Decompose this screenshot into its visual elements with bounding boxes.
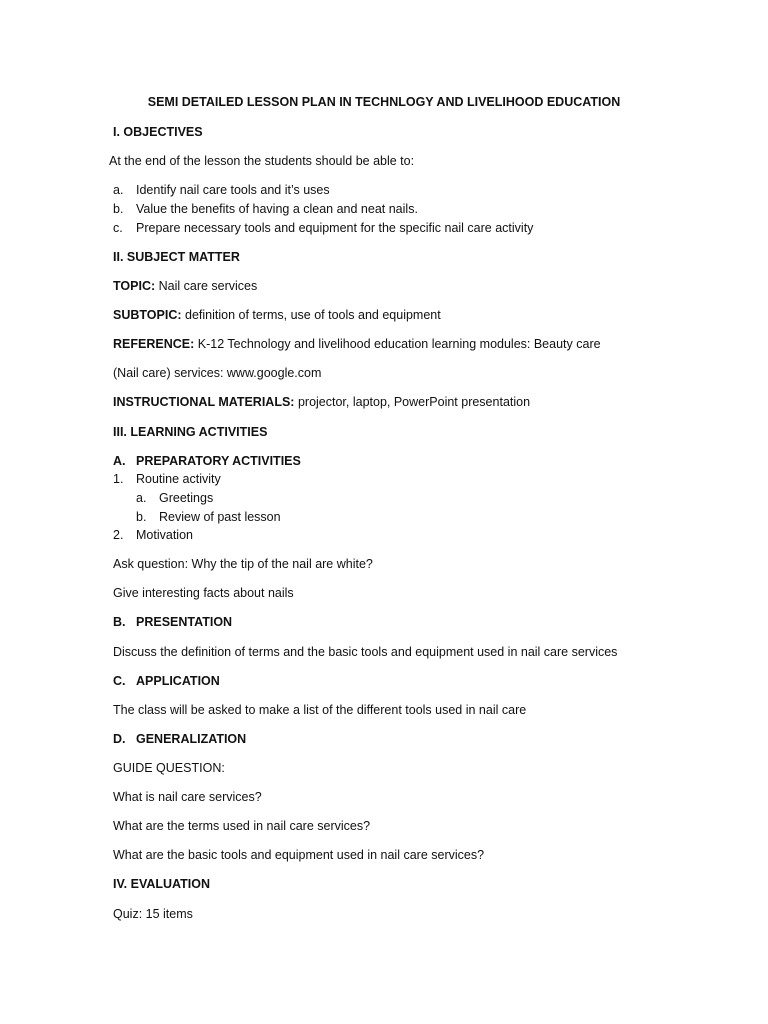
objective-item: Identify nail care tools and it’s uses: [136, 183, 330, 197]
reference-value: K-12 Technology and livelihood education learning modules: Beauty care: [194, 337, 601, 351]
topic-value: Nail care services: [155, 279, 258, 293]
evaluation-heading: IV. EVALUATION: [113, 877, 211, 891]
objectives-heading: I. OBJECTIVES: [113, 125, 203, 139]
step-item: Greetings: [159, 491, 214, 505]
presentation-text: Discuss the definition of terms and the basic tools and equipment used in nail care services: [113, 645, 618, 659]
objective-item: Value the benefits of having a clean and neat nails.: [136, 202, 418, 216]
objective-marker: a.: [113, 183, 124, 197]
step-marker: 2.: [113, 528, 124, 542]
ask-question-value: Why the tip of the nail are white?: [188, 557, 373, 571]
subtopic-label: SUBTOPIC:: [113, 308, 182, 322]
generalization-heading: GENERALIZATION: [136, 732, 247, 746]
objective-marker: c.: [113, 221, 123, 235]
guide-question: What are the basic tools and equipment used in nail care services?: [113, 848, 485, 862]
section-marker: C.: [113, 674, 126, 688]
reference-line: [113, 336, 601, 352]
step-item: Routine activity: [136, 472, 221, 486]
document-title: SEMI DETAILED LESSON PLAN IN TECHNLOGY AND LIVELIHOOD EDUCATION: [147, 95, 621, 109]
learning-activities-heading: III. LEARNING ACTIVITIES: [113, 425, 268, 439]
ask-question-line: [113, 556, 373, 572]
section-marker: D.: [113, 732, 126, 746]
quiz-line: Quiz: 15 items: [113, 907, 193, 921]
reference-label: REFERENCE:: [113, 337, 195, 351]
preparatory-heading: PREPARATORY ACTIVITIES: [136, 454, 301, 468]
topic-line: [113, 278, 257, 294]
objectives-intro: At the end of the lesson the students should be able to:: [109, 154, 415, 168]
materials-label: INSTRUCTIONAL MATERIALS:: [113, 395, 295, 409]
step-marker: 1.: [113, 472, 124, 486]
step-marker: a.: [136, 491, 147, 505]
subject-matter-heading: II. SUBJECT MATTER: [113, 250, 240, 264]
materials-value: projector, laptop, PowerPoint presentation: [294, 395, 531, 409]
subtopic-line: [113, 307, 441, 323]
step-item: Review of past lesson: [159, 510, 281, 524]
application-heading: APPLICATION: [136, 674, 220, 688]
reference-continuation: (Nail care) services: www.google.com: [113, 366, 322, 380]
ask-question-label: Ask question:: [113, 557, 189, 571]
guide-question: What are the terms used in nail care services?: [113, 819, 371, 833]
topic-label: TOPIC:: [113, 279, 156, 293]
section-marker: B.: [113, 615, 126, 629]
subtopic-value: definition of terms, use of tools and equipment: [181, 308, 441, 322]
step-item: Motivation: [136, 528, 193, 542]
presentation-heading: PRESENTATION: [136, 615, 233, 629]
guide-question: What is nail care services?: [113, 790, 262, 804]
section-marker: A.: [113, 454, 126, 468]
materials-line: [113, 394, 530, 410]
application-text: The class will be asked to make a list of the different tools used in nail care: [113, 703, 527, 717]
objective-item: Prepare necessary tools and equipment for the specific nail care activity: [136, 221, 534, 235]
facts-line: Give interesting facts about nails: [113, 586, 294, 600]
objective-marker: b.: [113, 202, 124, 216]
guide-question-label: GUIDE QUESTION:: [113, 761, 225, 775]
step-marker: b.: [136, 510, 147, 524]
